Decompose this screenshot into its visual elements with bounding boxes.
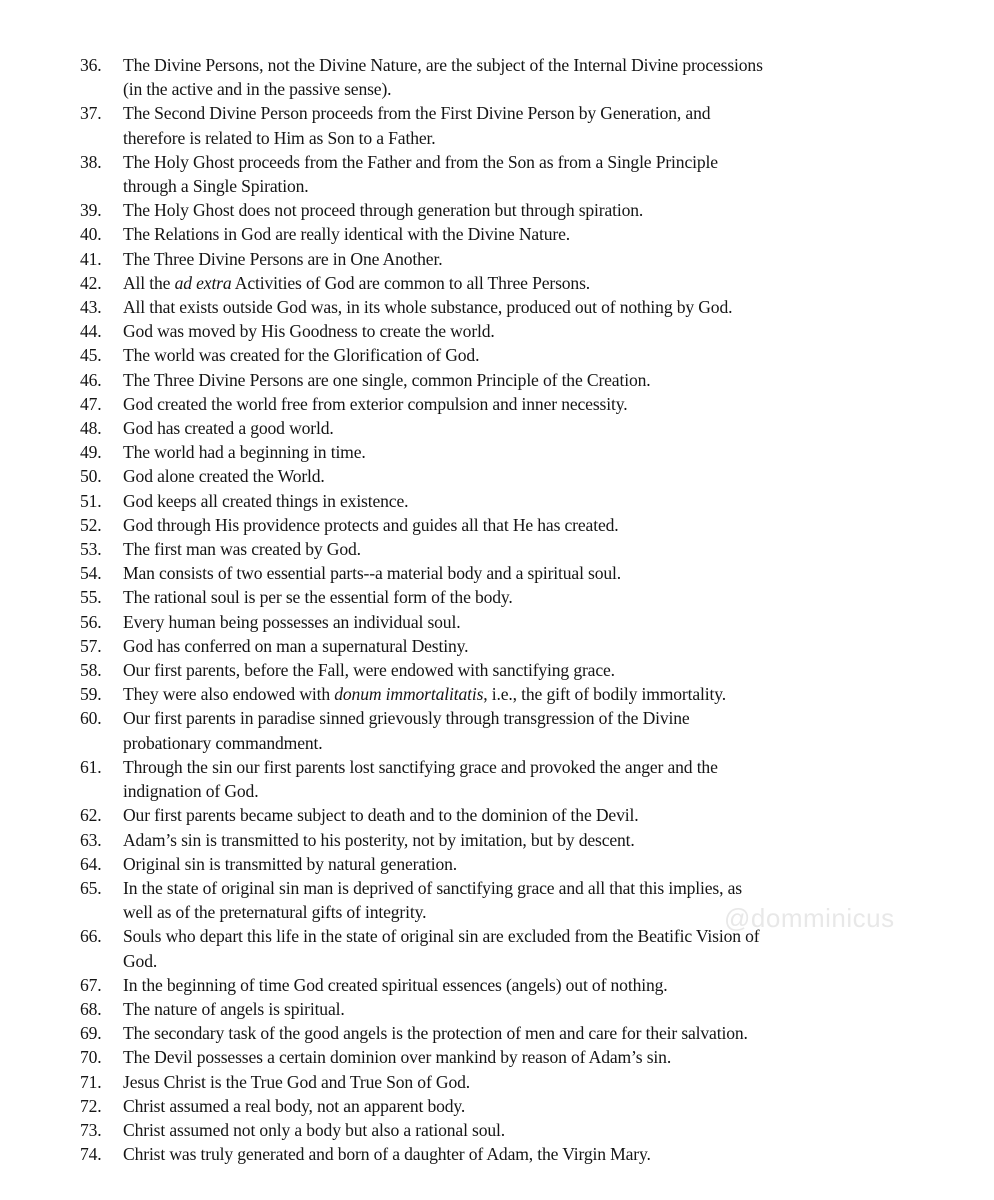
item-line: [123, 271, 960, 295]
item-text: [123, 53, 960, 101]
list-item: [80, 150, 960, 198]
list-item: [80, 247, 960, 271]
item-number: 38.: [80, 151, 102, 172]
item-line: Souls who depart this life in the state of original sin are excluded from the Beatific Vision of: [123, 926, 760, 947]
item-line: Our first parents became subject to death and to the dominion of the Devil.: [123, 805, 639, 826]
list-item: [80, 198, 960, 222]
list-item: [80, 537, 960, 561]
watermark: @domminicus: [724, 903, 895, 933]
list-item: [80, 682, 960, 706]
item-line: [123, 682, 960, 706]
item-line: God created the world free from exterior compulsion and inner necessity.: [123, 393, 628, 414]
item-number: 45.: [80, 345, 102, 366]
list-item: [80, 101, 960, 149]
item-line: God has conferred on man a supernatural Destiny.: [123, 635, 469, 656]
list-item: [80, 634, 960, 658]
list-item: [80, 997, 960, 1021]
item-number: 52.: [80, 514, 102, 535]
item-text: [123, 997, 960, 1021]
item-number: 53.: [80, 539, 102, 560]
item-line: In the state of original sin man is deprived of sanctifying grace and all that this implies, as: [123, 877, 742, 898]
item-line: All that exists outside God was, in its whole substance, produced out of nothing by God.: [123, 297, 733, 318]
item-number: 44.: [80, 321, 102, 342]
item-line: Man consists of two essential parts--a material body and a spiritual soul.: [123, 563, 622, 584]
item-text: [123, 440, 960, 464]
item-line: The rational soul is per se the essential form of the body.: [123, 587, 513, 608]
item-number: 73.: [80, 1119, 102, 1140]
list-item: [80, 464, 960, 488]
list-item: [80, 924, 960, 972]
list-item: [80, 513, 960, 537]
item-line: Jesus Christ is the True God and True Son of God.: [123, 1071, 471, 1092]
item-number: 69.: [80, 1023, 102, 1044]
item-text: [123, 852, 960, 876]
list-item: [80, 1045, 960, 1069]
item-number: 50.: [80, 466, 102, 487]
item-line: The Relations in God are really identical with the Divine Nature.: [123, 224, 571, 245]
item-number: 36.: [80, 55, 102, 75]
item-line: (in the active and in the passive sense).: [123, 79, 392, 100]
list-item: [80, 803, 960, 827]
item-text: [123, 1021, 960, 1045]
item-number: 41.: [80, 248, 102, 269]
item-text: [123, 1094, 960, 1118]
item-line: God alone created the World.: [123, 466, 325, 487]
list-item: [80, 295, 960, 319]
item-number: 54.: [80, 563, 102, 584]
item-line: The Holy Ghost proceeds from the Father and from the Son as from a Single Principle: [123, 151, 718, 172]
list-item: [80, 561, 960, 585]
list-item: [80, 1070, 960, 1094]
item-number: 56.: [80, 611, 102, 632]
item-text: [123, 247, 960, 271]
item-line: Every human being possesses an individual soul.: [123, 611, 461, 632]
list-item: [80, 392, 960, 416]
item-text: [123, 924, 960, 972]
item-line: therefore is related to Him as Son to a Father.: [123, 127, 436, 148]
item-number: 67.: [80, 974, 102, 995]
item-number: 42.: [80, 272, 102, 293]
item-text: [123, 150, 960, 198]
list-item: [80, 271, 960, 295]
item-line: Adam’s sin is transmitted to his posterity, not by imitation, but by descent.: [123, 829, 635, 850]
italic-term: donum immortalitatis: [334, 684, 484, 705]
item-text: [123, 198, 960, 222]
item-line: The Three Divine Persons are one single, common Principle of the Creation.: [123, 369, 651, 390]
item-text: [123, 295, 960, 319]
item-line: probationary commandment.: [123, 732, 323, 753]
item-number: 66.: [80, 926, 102, 947]
list-item: [80, 828, 960, 852]
numbered-list: [80, 53, 960, 1166]
list-item: [80, 368, 960, 392]
item-line: The Holy Ghost does not proceed through generation but through spiration.: [123, 200, 644, 221]
list-item: [80, 1094, 960, 1118]
item-text: [123, 416, 960, 440]
item-text: [123, 803, 960, 827]
item-number: 72.: [80, 1095, 102, 1116]
item-number: 63.: [80, 829, 102, 850]
item-number: 46.: [80, 369, 102, 390]
item-number: 57.: [80, 635, 102, 656]
item-number: 74.: [80, 1144, 102, 1165]
list-item: [80, 1021, 960, 1045]
item-line: The Second Divine Person proceeds from the First Divine Person by Generation, and: [123, 103, 711, 124]
item-text: [123, 537, 960, 561]
item-number: 55.: [80, 587, 102, 608]
list-item: [80, 319, 960, 343]
item-text: [123, 1118, 960, 1142]
item-line: God.: [123, 950, 158, 971]
item-line: through a Single Spiration.: [123, 176, 309, 197]
list-item: [80, 416, 960, 440]
item-line: indignation of God.: [123, 781, 259, 802]
item-text: [123, 222, 960, 246]
list-item: [80, 876, 960, 924]
item-text: [123, 489, 960, 513]
item-number: 39.: [80, 200, 102, 221]
item-line: Christ assumed a real body, not an apparent body.: [123, 1095, 466, 1116]
item-text: [123, 634, 960, 658]
item-text: [123, 513, 960, 537]
item-text: [123, 973, 960, 997]
item-text: [123, 658, 960, 682]
item-number: 60.: [80, 708, 102, 729]
list-item: [80, 610, 960, 634]
item-text: [123, 876, 960, 924]
item-number: 49.: [80, 442, 102, 463]
item-line: Christ assumed not only a body but also a rational soul.: [123, 1119, 506, 1140]
list-item: [80, 973, 960, 997]
item-text: [123, 706, 960, 754]
item-number: 37.: [80, 103, 102, 124]
item-line: God keeps all created things in existence.: [123, 490, 409, 511]
item-number: 64.: [80, 853, 102, 874]
list-item: [80, 755, 960, 803]
italic-term: ad extra: [174, 272, 232, 293]
item-line: The Divine Persons, not the Divine Nature, are the subject of the Internal Divine processions: [123, 55, 763, 75]
item-text: [123, 101, 960, 149]
list-item: [80, 53, 960, 101]
item-text: [123, 392, 960, 416]
item-text: [123, 585, 960, 609]
item-line: Original sin is transmitted by natural generation.: [123, 853, 458, 874]
list-item: [80, 852, 960, 876]
item-line: Our first parents, before the Fall, were endowed with sanctifying grace.: [123, 660, 615, 681]
item-line: God through His providence protects and guides all that He has created.: [123, 514, 619, 535]
item-number: 58.: [80, 660, 102, 681]
list-item: [80, 343, 960, 367]
list-item: [80, 706, 960, 754]
item-line: The Devil possesses a certain dominion over mankind by reason of Adam’s sin.: [123, 1047, 672, 1068]
item-text: [123, 610, 960, 634]
item-text: [123, 755, 960, 803]
list-item: [80, 658, 960, 682]
item-line: The Three Divine Persons are in One Another.: [123, 248, 443, 269]
item-number: 61.: [80, 756, 102, 777]
list-item: [80, 585, 960, 609]
item-line: The nature of angels is spiritual.: [123, 998, 345, 1019]
item-text: [123, 343, 960, 367]
item-text: [123, 464, 960, 488]
item-line: well as of the preternatural gifts of integrity.: [123, 902, 427, 923]
item-number: 51.: [80, 490, 102, 511]
item-number: 48.: [80, 418, 102, 439]
item-number: 40.: [80, 224, 102, 245]
item-line: The first man was created by God.: [123, 539, 361, 560]
item-text: [123, 368, 960, 392]
list-item: [80, 489, 960, 513]
item-number: 65.: [80, 877, 102, 898]
item-line: God has created a good world.: [123, 418, 334, 439]
item-line: Christ was truly generated and born of a daughter of Adam, the Virgin Mary.: [123, 1144, 651, 1165]
item-number: 43.: [80, 297, 102, 318]
item-text: [123, 561, 960, 585]
item-text-segment: They were also endowed with: [123, 684, 335, 705]
item-text-segment: , i.e., the gift of bodily immortality.: [483, 684, 726, 705]
item-text: [123, 271, 960, 295]
list-item: [80, 1118, 960, 1142]
list-item: [80, 440, 960, 464]
item-text-segment: Activities of God are common to all Three Persons.: [231, 272, 591, 293]
list-item: [80, 222, 960, 246]
item-number: 47.: [80, 393, 102, 414]
list-item: [80, 1142, 960, 1166]
item-line: Our first parents in paradise sinned grievously through transgression of the Divine: [123, 708, 690, 729]
item-line: God was moved by His Goodness to create the world.: [123, 321, 495, 342]
item-line: The secondary task of the good angels is the protection of men and care for their salvation.: [123, 1023, 748, 1044]
item-text: [123, 319, 960, 343]
item-line: Through the sin our first parents lost sanctifying grace and provoked the anger and the: [123, 756, 718, 777]
item-text: [123, 682, 960, 706]
item-text: [123, 1070, 960, 1094]
item-line: The world was created for the Glorification of God.: [123, 345, 480, 366]
item-line: In the beginning of time God created spiritual essences (angels) out of nothing.: [123, 974, 668, 995]
item-text: [123, 1045, 960, 1069]
item-text-segment: All the: [123, 272, 175, 293]
item-text: [123, 828, 960, 852]
item-line: The world had a beginning in time.: [123, 442, 366, 463]
item-text: [123, 1142, 960, 1166]
item-number: 59.: [80, 684, 102, 705]
item-number: 70.: [80, 1047, 102, 1068]
item-number: 71.: [80, 1071, 102, 1092]
item-number: 62.: [80, 805, 102, 826]
item-number: 68.: [80, 998, 102, 1019]
